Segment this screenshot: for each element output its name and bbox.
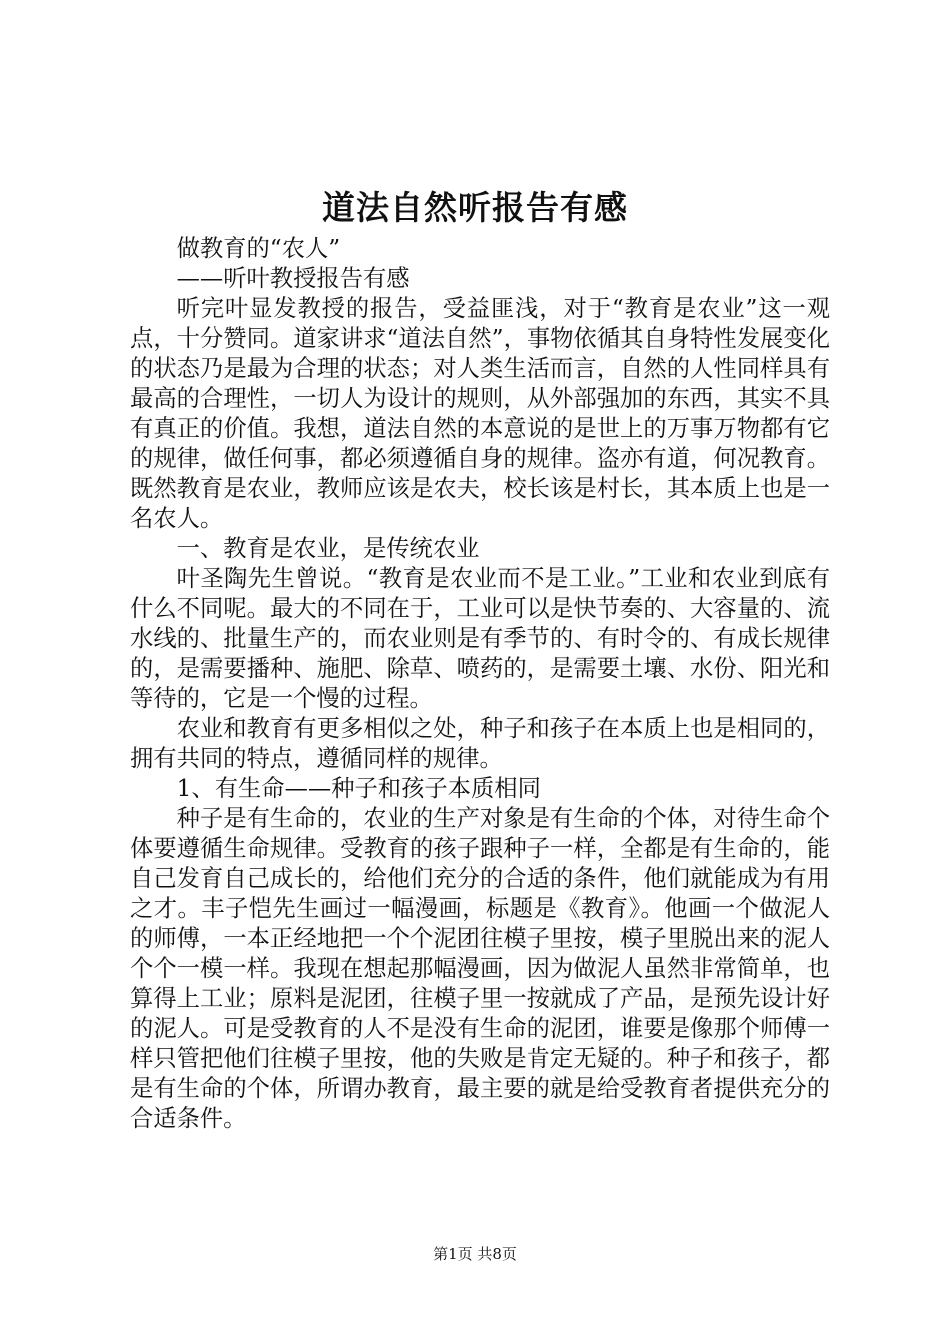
subsection-heading: 1、有生命——种子和孩子本质相同 (176, 775, 541, 802)
document-body (130, 234, 830, 1134)
paragraph: 叶圣陶先生曾说。“教育是农业而不是工业。”工业和农业到底有什么不同呢。最大的不同在于，工业可以是快节奏的、大容量的、流水线的、批量生产的，而农业则是有季节的、有时令的、有成长规律的，是需要播种、施肥、除草、喷药的，是需要土壤、水份、阳光和等待的，它是一个慢的过程。 (130, 565, 830, 712)
paragraph-byline: ——听叶教授报告有感 (176, 265, 410, 292)
paragraph-intro: 听完叶显发教授的报告，受益匪浅，对于“教育是农业”这一观点，十分赞同。道家讲求“道法自然”，事物依循其自身特性发展变化的状态乃是最为合理的状态；对人类生活而言，自然的人性同样具有最高的合理性，一切人为设计的规则，从外部强加的东西，其实不具有真正的价值。我想，道法自然的本意说的是世上的万事万物都有它的规律，做任何事，都必须遵循自身的规律。盗亦有道，何况教育。既然教育是农业，教师应该是农夫，校长该是村长，其本质上也是一名农人。 (130, 295, 830, 532)
document-title: 道法自然听报告有感 (322, 188, 628, 227)
page-footer: 第1页 共8页 (433, 1245, 517, 1263)
paragraph: 种子是有生命的，农业的生产对象是有生命的个体，对待生命个体要遵循生命规律。受教育的孩子跟种子一样，全都是有生命的，能自己发育自己成长的，给他们充分的合适的条件，他们就能成为有用之才。丰子恺先生画过一幅漫画，标题是《教育》。他画一个做泥人的师傅，一本正经地把一个个泥团往模子里按，模子里脱出来的泥人个个一模一样。我现在想起那幅漫画，因为做泥人虽然非常简单，也算得上工业；原料是泥团，往模子里一按就成了产品，是预先设计好的泥人。可是受教育的人不是没有生命的泥团，谁要是像那个师傅一样只管把他们往模子里按，他的失败是肯定无疑的。种子和孩子，都是有生命的个体，所谓办教育，最主要的就是给受教育者提供充分的合适条件。 (130, 805, 830, 1132)
paragraph-subtitle: 做教育的“农人” (176, 235, 341, 262)
section-heading: 一、教育是农业，是传统农业 (176, 535, 480, 562)
paragraph: 农业和教育有更多相似之处，种子和孩子在本质上也是相同的，拥有共同的特点，遵循同样的规律。 (130, 715, 830, 772)
